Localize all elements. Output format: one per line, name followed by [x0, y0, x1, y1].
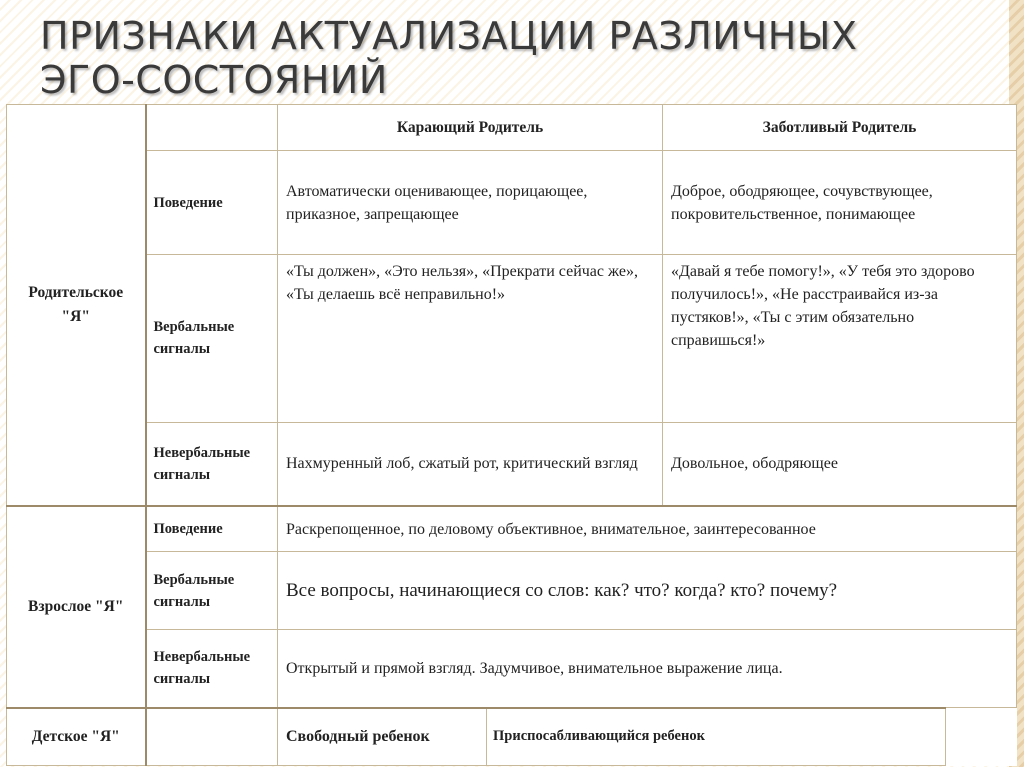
adult-behavior-row — [7, 506, 1017, 552]
row-label: Невербальные сигналы — [146, 629, 278, 707]
row-label: Вербальные сигналы — [146, 255, 278, 422]
adult-verbal: Все вопросы, начинающиеся со слов: как? что? когда? кто? почему? — [278, 552, 1017, 629]
critical-parent-header: Карающий Родитель — [278, 105, 663, 151]
adult-nonverbal-row — [7, 629, 1017, 707]
parent-category-cell: Родительское "Я" — [7, 105, 146, 506]
caring-parent-nonverbal: Довольное, ободряющее — [663, 422, 1017, 506]
parent-verbal-row — [7, 255, 1017, 422]
caring-parent-verbal: «Давай я тебе помогу!», «У тебя это здорово получилось!», «Не расстраивайся из-за пустяков!», «Ты с этим обязательно справишься!» — [663, 255, 1017, 422]
ego-states-table — [6, 104, 1017, 766]
row-label: Поведение — [146, 150, 278, 255]
row-label: Вербальные сигналы — [146, 552, 278, 629]
adaptive-child-header: Приспосабливающийся ребенок — [487, 708, 946, 766]
critical-parent-verbal: «Ты должен», «Это нельзя», «Прекрати сейчас же», «Ты делаешь всё неправильно!» — [278, 255, 663, 422]
row-label: Невербальные сигналы — [146, 422, 278, 506]
child-header-row — [7, 708, 1017, 766]
page-title — [40, 14, 970, 102]
adult-category-cell: Взрослое "Я" — [7, 506, 146, 708]
adult-behavior: Раскрепощенное, по деловому объективное, внимательное, заинтересованное — [278, 506, 1017, 552]
row-label: Поведение — [146, 506, 278, 552]
page-title-line-2: ЭГО-СОСТОЯНИЙ — [40, 58, 388, 102]
parent-header-row — [7, 105, 1017, 151]
empty-header-cell — [146, 708, 278, 766]
free-child-header: Свободный ребенок — [278, 708, 487, 766]
adult-verbal-row — [7, 552, 1017, 629]
critical-parent-behavior: Автоматически оценивающее, порицающее, приказное, запрещающее — [278, 150, 663, 255]
parent-nonverbal-row — [7, 422, 1017, 506]
page-title-line-1: ПРИЗНАКИ АКТУАЛИЗАЦИИ РАЗЛИЧНЫХ — [40, 14, 858, 58]
empty-header-cell — [146, 105, 278, 151]
critical-parent-nonverbal: Нахмуренный лоб, сжатый рот, критический взгляд — [278, 422, 663, 506]
child-category-cell: Детское "Я" — [7, 708, 146, 766]
caring-parent-header: Заботливый Родитель — [663, 105, 1017, 151]
caring-parent-behavior: Доброе, ободряющее, сочувствующее, покровительственное, понимающее — [663, 150, 1017, 255]
adult-nonverbal: Открытый и прямой взгляд. Задумчивое, внимательное выражение лица. — [278, 629, 1017, 707]
parent-behavior-row — [7, 150, 1017, 255]
